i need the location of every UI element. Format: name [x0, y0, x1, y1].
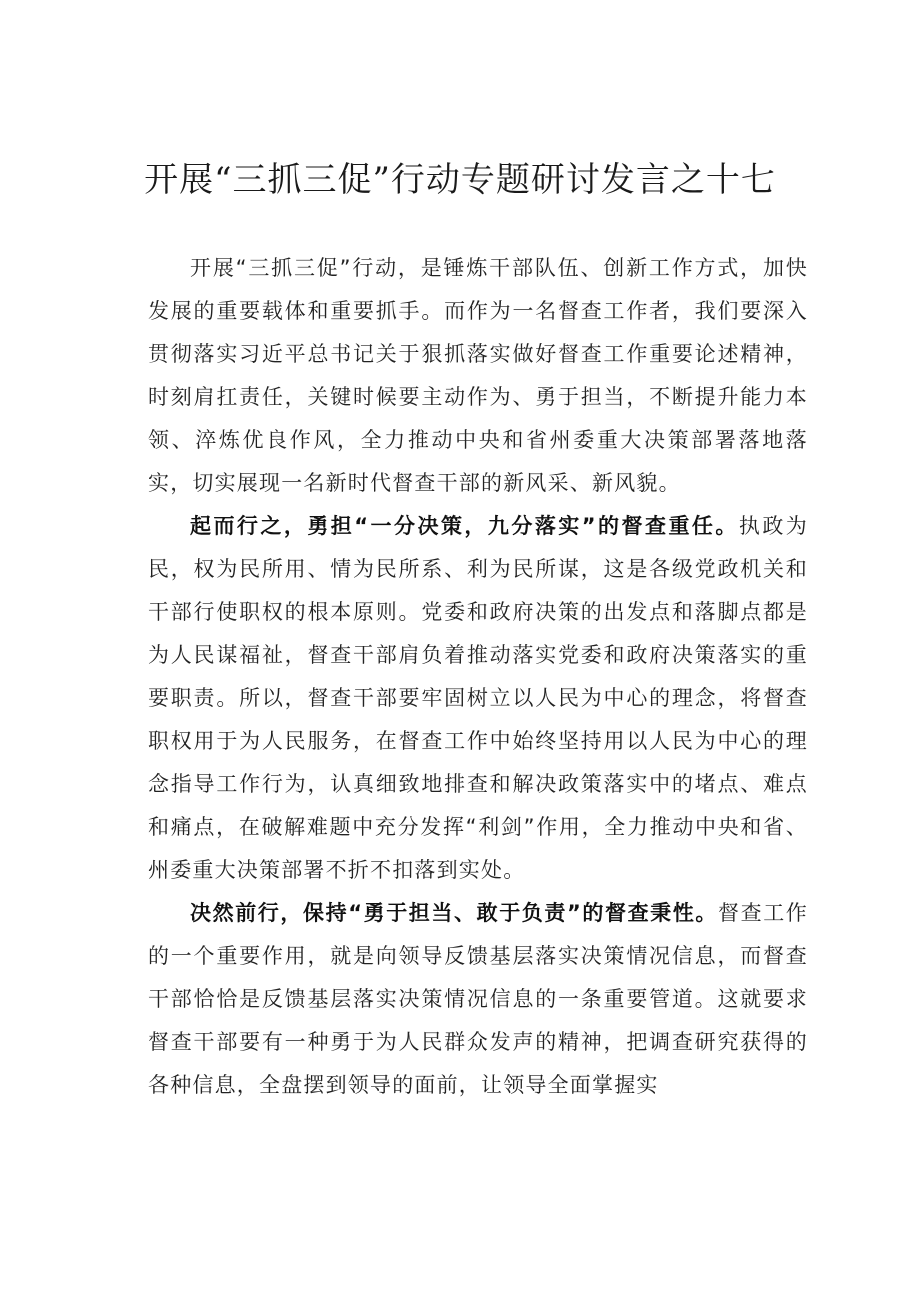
document-title: 开展“三抓三促”行动专题研讨发言之十七: [144, 160, 776, 200]
paragraph-heading: 决然前行，保持“勇于担当、敢于负责”的督查秉性。: [190, 901, 718, 925]
paragraph-text: 执政为民，权为民所用、情为民所系、利为民所谋，这是各级党政机关和干部行使职权的根本原则。党委和政府决策的出发点和落脚点都是为人民谋福祉，督查干部肩负着推动落实党委和政府决策落实的重要职责。所以，督查干部要牢固树立以人民为中心的理念，将督查职权用于为人民服务，在督查工作中始终坚持用以人民为中心的理念指导工作行为，认真细致地排查和解决政策落实中的堵点、难点和痛点，在破解难题中充分发挥“利剑”作用，全力推动中央和省、州委重大决策部署不折不扣落到实处。: [148, 514, 808, 882]
paragraph-heading: 起而行之，勇担“一分决策，九分落实”的督查重任。: [190, 514, 739, 538]
paragraph-text: 开展“三抓三促”行动，是锤炼干部队伍、创新工作方式，加快发展的重要载体和重要抓手。而作为一名督查工作者，我们要深入贯彻落实习近平总书记关于狠抓落实做好督查工作重要论述精神，时刻肩扛责任，关键时候要主动作为、勇于担当，不断提升能力本领、淬炼优良作风，全力推动中央和省州委重大决策部署落地落实，切实展现一名新时代督查干部的新风采、新风貌。: [148, 256, 808, 495]
paragraph-text: 督查工作的一个重要作用，就是向领导反馈基层落实决策情况信息，而督查干部恰恰是反馈基层落实决策情况信息的一条重要管道。这就要求督查干部要有一种勇于为人民群众发声的精神，把调查研究获得的各种信息，全盘摆到领导的面前，让领导全面掌握实: [148, 901, 808, 1097]
paragraph-section-1: [148, 505, 808, 892]
document-body: [148, 247, 808, 1107]
paragraph-intro: [148, 247, 808, 505]
paragraph-section-2: [148, 892, 808, 1107]
